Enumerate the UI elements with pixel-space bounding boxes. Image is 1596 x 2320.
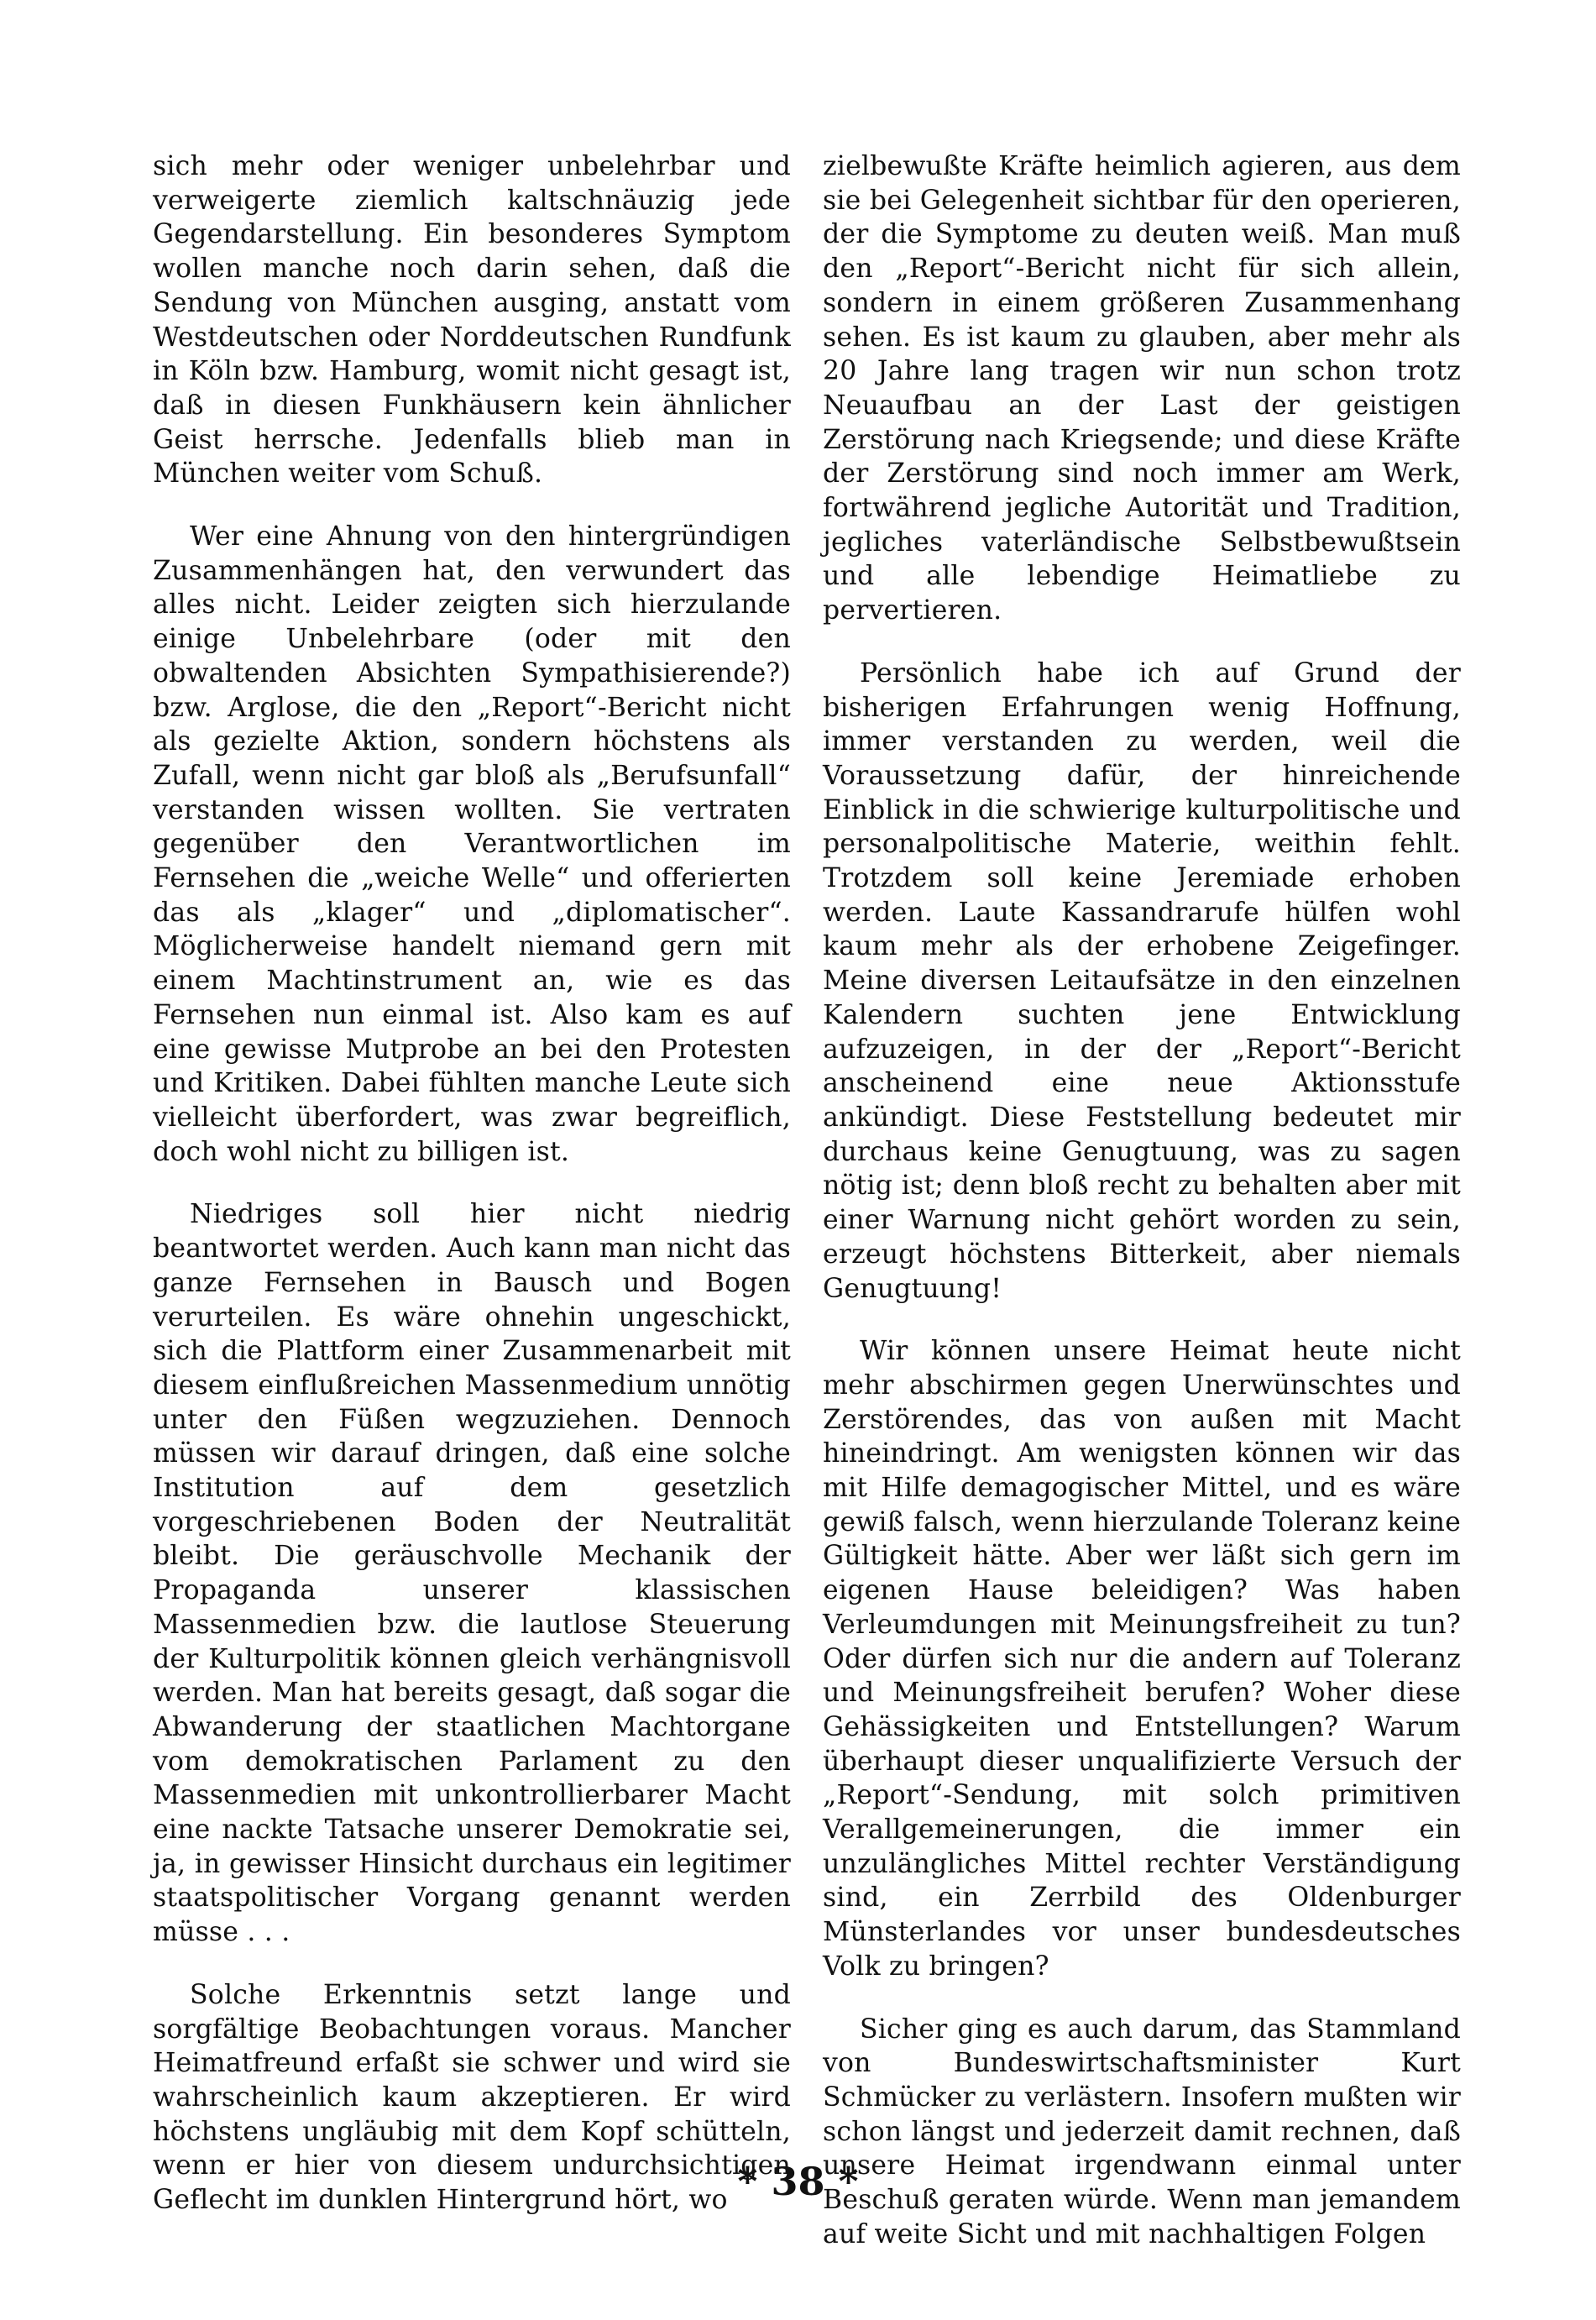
paragraph: Wer eine Ahnung von den hintergründigen Zusammenhängen hat, den verwundert das alles nicht. Leider zeigten sich hierzulande einige Unbelehrbare (oder mit den obwaltenden Absichten Sympathisierende?) bzw. Arglose, die den „Report“-Bericht nicht als gezielte Aktion, sondern höchstens als Zufall, wenn nicht gar bloß als „Berufsunfall“ verstanden wissen wollten. Sie vertraten gegenüber den Verantwortlichen im Fernsehen die „weiche Welle“ und offerierten das als „klager“ und „diplomatischer“. Möglicherweise handelt niemand gern mit einem Machtinstrument an, wie es das Fernsehen nun einmal ist. Also kam es auf eine gewisse Mutprobe an bei den Protesten und Kritiken. Dabei fühlten manche Leute sich vielleicht überfordert, was zwar begreiflich, doch wohl nicht zu billigen ist.	[153, 521, 791, 1167]
paragraph: Sicher ging es auch darum, das Stammland von Bundeswirtschaftsminister Kurt Schmücker zu verlästern. Insofern mußten wir schon längst und jederzeit damit rechnen, daß unsere Heimat irgendwann einmal unter Beschuß geraten würde. Wenn man jemandem auf weite Sicht und mit nachhaltigen Folgen	[823, 2014, 1461, 2249]
paragraph: zielbewußte Kräfte heimlich agieren, aus dem sie bei Gelegenheit sichtbar für den operieren, der die Symptome zu deuten weiß. Man muß den „Report“-Bericht nicht für sich allein, sondern in einem größeren Zusammenhang sehen. Es ist kaum zu glauben, aber mehr als 20 Jahre lang tragen wir nun schon trotz Neuaufbau an der Last der geistigen Zerstörung nach Kriegsende; und diese Kräfte der Zerstörung sind noch immer am Werk, fortwährend jegliche Autorität und Tradition, jegliches vaterländische Selbstbewußtsein und alle lebendige Heimatliebe zu pervertieren.	[823, 151, 1461, 626]
paragraph: Niedriges soll hier nicht niedrig beantwortet werden. Auch kann man nicht das ganze Fernsehen in Bausch und Bogen verurteilen. Es wäre ohnehin ungeschickt, sich die Plattform einer Zusammenarbeit mit diesem einflußreichen Massenmedium unnötig unter den Füßen wegzuziehen. Dennoch müssen wir darauf dringen, daß eine solche Institution auf dem gesetzlich vorgeschriebenen Boden der Neutralität bleibt. Die geräuschvolle Mechanik der Propaganda unserer klassischen Massenmedien bzw. die lautlose Steuerung der Kulturpolitik können gleich verhängnisvoll werden. Man hat bereits gesagt, daß sogar die Abwanderung der staatlichen Machtorgane vom demokratischen Parlament zu den Massenmedien mit unkontrollierbarer Macht eine nackte Tatsache unserer Demokratie sei, ja, in gewisser Hinsicht durchaus ein legitimer staatspolitischer Vorgang genannt werden müsse . . .	[153, 1199, 791, 1948]
right-column	[823, 149, 1461, 2280]
paragraph: Solche Erkenntnis setzt lange und sorgfältige Beobachtungen voraus. Mancher Heimatfreund erfaßt sie schwer und wird sie wahrscheinlich kaum akzeptieren. Er wird höchstens ungläubig mit dem Kopf schütteln, wenn er hier von diesem undurchsichtigen Geflecht im dunklen Hintergrund hört, wo	[153, 1979, 791, 2216]
paragraph: Wir können unsere Heimat heute nicht mehr abschirmen gegen Unerwünschtes und Zerstörendes, das von außen mit Macht hineindringt. Am wenigsten können wir das mit Hilfe demagogischer Mittel, und es wäre gewiß falsch, wenn hierzulande Toleranz keine Gültigkeit hätte. Aber wer läßt sich gern im eigenen Hause beleidigen? Was haben Verleumdungen mit Meinungsfreiheit zu tun? Oder dürfen sich nur die andern auf Toleranz und Meinungsfreiheit berufen? Woher diese Gehässigkeiten und Entstellungen? Warum überhaupt dieser unqualifizierte Versuch der „Report“-Sendung, mit solch primitiven Verallgemeinerungen, die immer ein unzulängliches Mittel rechter Verständigung sind, ein Zerrbild des Oldenburger Münsterlandes vor unser bundesdeutsches Volk zu bringen?	[823, 1336, 1461, 1982]
paragraph: Persönlich habe ich auf Grund der bisherigen Erfahrungen wenig Hoffnung, immer verstanden zu werden, weil die Voraussetzung dafür, der hinreichende Einblick in die schwierige kulturpolitische und personalpolitische Materie, weithin fehlt. Trotzdem soll keine Jeremiade erhoben werden. Laute Kassandrarufe hülfen wohl kaum mehr als der erhobene Zeigefinger. Meine diversen Leitaufsätze in den einzelnen Kalendern suchten jene Entwicklung aufzuzeigen, in der der „Report“-Bericht anscheinend eine neue Aktionsstufe ankündigt. Diese Feststellung bedeutet mir durchaus keine Genugtuung, was zu sagen nötig ist; denn bloß recht zu behalten aber mit einer Warnung nicht gehört worden zu sein, erzeugt höchstens Bitterkeit, aber niemals Genugtuung!	[823, 657, 1461, 1304]
left-column	[153, 149, 791, 2246]
page-number: * 38 *	[737, 2159, 859, 2204]
paragraph: sich mehr oder weniger unbelehrbar und verweigerte ziemlich kaltschnäuzig jede Gegendarstellung. Ein besonderes Symptom wollen manche noch darin sehen, daß die Sendung von München ausging, anstatt vom Westdeutschen oder Norddeutschen Rundfunk in Köln bzw. Hamburg, womit nicht gesagt ist, daß in diesen Funkhäusern kein ähnlicher Geist herrsche. Jedenfalls blieb man in München weiter vom Schuß.	[153, 151, 791, 490]
